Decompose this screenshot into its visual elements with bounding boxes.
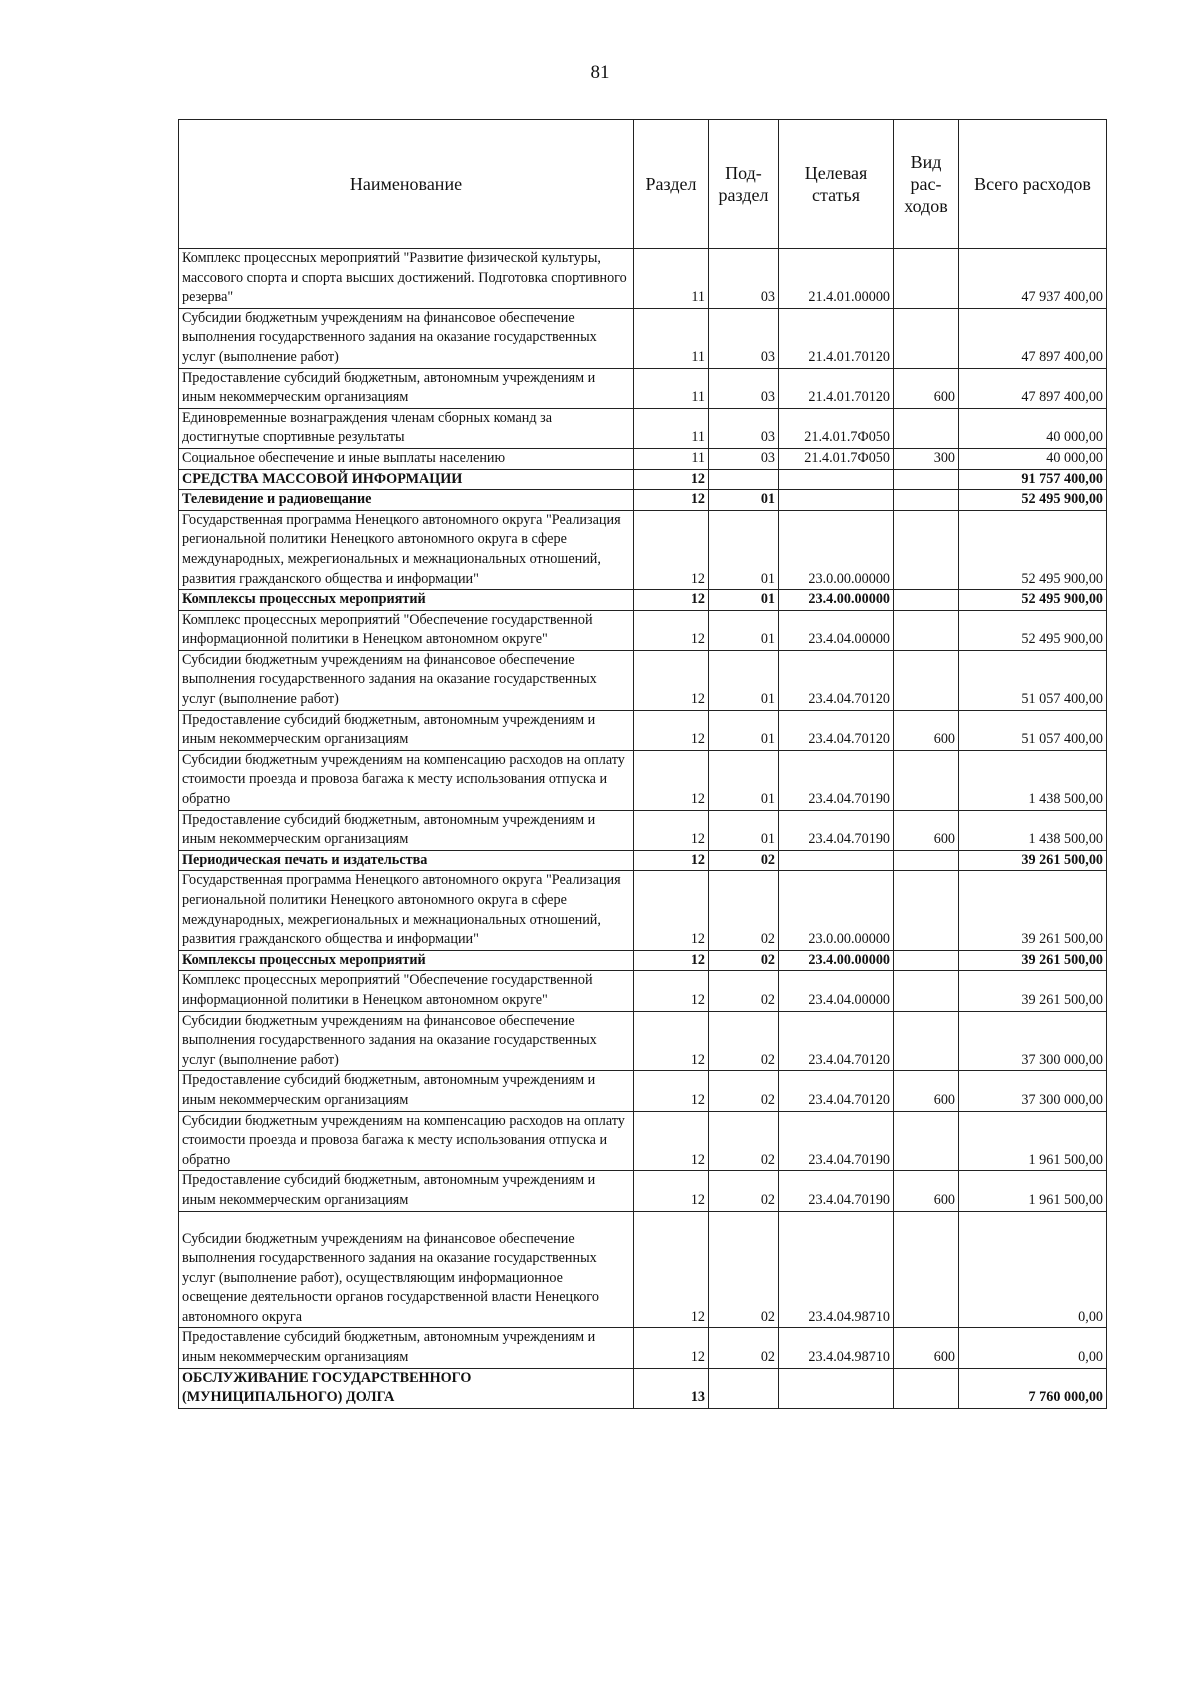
cell-subsection: 02 <box>709 1328 779 1368</box>
cell-target: 23.4.04.70120 <box>779 1011 894 1071</box>
cell-target: 21.4.01.70120 <box>779 308 894 368</box>
cell-target: 23.0.00.00000 <box>779 871 894 950</box>
cell-target <box>779 850 894 871</box>
cell-target: 23.4.04.00000 <box>779 610 894 650</box>
cell-name: Предоставление субсидий бюджетным, автономным учреждениям и иным некоммерческим организациям <box>179 810 634 850</box>
cell-total: 37 300 000,00 <box>959 1071 1107 1111</box>
cell-subsection: 03 <box>709 308 779 368</box>
cell-name: Предоставление субсидий бюджетным, автономным учреждениям и иным некоммерческим организациям <box>179 1171 634 1211</box>
cell-name: Субсидии бюджетным учреждениям на финансовое обеспечение выполнения государственного задания на оказание государственных услуг (выполнение работ), осуществляющим информационное освещение деятельности органов государственной власти Ненецкого автономного округа <box>179 1211 634 1328</box>
page-number: 81 <box>590 62 610 83</box>
cell-name: Комплекс процессных мероприятий "Развитие физической культуры, массового спорта и спорта высших достижений. Подготовка спортивного резерва" <box>179 249 634 309</box>
cell-expense-type <box>894 469 959 490</box>
cell-total: 52 495 900,00 <box>959 590 1107 611</box>
table-header-row <box>179 120 1107 249</box>
cell-target <box>779 469 894 490</box>
cell-section: 12 <box>634 810 709 850</box>
cell-section: 12 <box>634 1211 709 1328</box>
cell-expense-type <box>894 610 959 650</box>
cell-total: 39 261 500,00 <box>959 950 1107 971</box>
cell-target: 21.4.01.7Ф050 <box>779 448 894 469</box>
cell-total: 7 760 000,00 <box>959 1368 1107 1408</box>
cell-name: Комплекс процессных мероприятий "Обеспечение государственной информационной политики в Ненецком автономном округе" <box>179 610 634 650</box>
cell-total: 37 300 000,00 <box>959 1011 1107 1071</box>
cell-target: 23.0.00.00000 <box>779 510 894 589</box>
cell-target: 21.4.01.7Ф050 <box>779 408 894 448</box>
table-row <box>179 510 1107 589</box>
cell-target: 23.4.04.70120 <box>779 1071 894 1111</box>
table-row <box>179 650 1107 710</box>
header-total: Всего расходов <box>959 120 1107 249</box>
cell-expense-type <box>894 408 959 448</box>
cell-target: 23.4.00.00000 <box>779 950 894 971</box>
table-row <box>179 590 1107 611</box>
cell-section: 12 <box>634 469 709 490</box>
table-row <box>179 1211 1107 1328</box>
cell-target: 23.4.04.70190 <box>779 810 894 850</box>
cell-name: СРЕДСТВА МАССОВОЙ ИНФОРМАЦИИ <box>179 469 634 490</box>
cell-total: 52 495 900,00 <box>959 490 1107 511</box>
cell-name: Субсидии бюджетным учреждениям на финансовое обеспечение выполнения государственного задания на оказание государственных услуг (выполнение работ) <box>179 308 634 368</box>
cell-expense-type: 300 <box>894 448 959 469</box>
cell-section: 12 <box>634 1328 709 1368</box>
cell-section: 13 <box>634 1368 709 1408</box>
cell-total: 0,00 <box>959 1328 1107 1368</box>
cell-subsection: 02 <box>709 950 779 971</box>
cell-name: Субсидии бюджетным учреждениям на компенсацию расходов на оплату стоимости проезда и провоза багажа к месту использования отпуска и обратно <box>179 1111 634 1171</box>
cell-subsection: 01 <box>709 810 779 850</box>
cell-expense-type <box>894 1211 959 1328</box>
cell-name: Социальное обеспечение и иные выплаты населению <box>179 448 634 469</box>
cell-name: Предоставление субсидий бюджетным, автономным учреждениям и иным некоммерческим организациям <box>179 1071 634 1111</box>
cell-total: 52 495 900,00 <box>959 610 1107 650</box>
cell-section: 12 <box>634 710 709 750</box>
cell-subsection: 02 <box>709 850 779 871</box>
table-row <box>179 308 1107 368</box>
cell-total: 47 897 400,00 <box>959 368 1107 408</box>
cell-subsection: 03 <box>709 249 779 309</box>
table-row <box>179 249 1107 309</box>
cell-total: 47 937 400,00 <box>959 249 1107 309</box>
cell-subsection: 02 <box>709 871 779 950</box>
cell-name: Субсидии бюджетным учреждениям на финансовое обеспечение выполнения государственного задания на оказание государственных услуг (выполнение работ) <box>179 1011 634 1071</box>
cell-subsection: 02 <box>709 1071 779 1111</box>
cell-total: 39 261 500,00 <box>959 971 1107 1011</box>
cell-name: Предоставление субсидий бюджетным, автономным учреждениям и иным некоммерческим организациям <box>179 710 634 750</box>
header-target: Целевая статья <box>779 120 894 249</box>
cell-total: 1 438 500,00 <box>959 750 1107 810</box>
cell-expense-type <box>894 750 959 810</box>
cell-subsection <box>709 469 779 490</box>
table-row <box>179 850 1107 871</box>
cell-section: 12 <box>634 850 709 871</box>
cell-section: 12 <box>634 490 709 511</box>
cell-expense-type: 600 <box>894 710 959 750</box>
cell-section: 12 <box>634 610 709 650</box>
cell-expense-type: 600 <box>894 1071 959 1111</box>
cell-expense-type: 600 <box>894 1171 959 1211</box>
cell-section: 12 <box>634 650 709 710</box>
table-row <box>179 810 1107 850</box>
cell-subsection: 02 <box>709 1111 779 1171</box>
table-row <box>179 1111 1107 1171</box>
table-row <box>179 1368 1107 1408</box>
cell-name: Периодическая печать и издательства <box>179 850 634 871</box>
cell-name: Предоставление субсидий бюджетным, автономным учреждениям и иным некоммерческим организациям <box>179 368 634 408</box>
cell-target: 23.4.00.00000 <box>779 590 894 611</box>
cell-section: 12 <box>634 1011 709 1071</box>
cell-name: Субсидии бюджетным учреждениям на финансовое обеспечение выполнения государственного задания на оказание государственных услуг (выполнение работ) <box>179 650 634 710</box>
cell-target: 23.4.04.98710 <box>779 1328 894 1368</box>
header-subsection: Под-раздел <box>709 120 779 249</box>
cell-name: Государственная программа Ненецкого автономного округа "Реализация региональной политики Ненецкого автономного округа в сфере международных, межрегиональных и межнациональных отношений, развития гражданского общества и информации" <box>179 510 634 589</box>
cell-name: Телевидение и радиовещание <box>179 490 634 511</box>
cell-total: 52 495 900,00 <box>959 510 1107 589</box>
cell-total: 47 897 400,00 <box>959 308 1107 368</box>
cell-target <box>779 1368 894 1408</box>
cell-section: 11 <box>634 408 709 448</box>
cell-name: Комплексы процессных мероприятий <box>179 590 634 611</box>
cell-total: 39 261 500,00 <box>959 850 1107 871</box>
cell-section: 12 <box>634 1071 709 1111</box>
cell-subsection: 01 <box>709 610 779 650</box>
cell-name: ОБСЛУЖИВАНИЕ ГОСУДАРСТВЕННОГО (МУНИЦИПАЛЬНОГО) ДОЛГА <box>179 1368 634 1408</box>
table-row <box>179 1011 1107 1071</box>
cell-target: 23.4.04.70120 <box>779 650 894 710</box>
cell-expense-type <box>894 1368 959 1408</box>
table-row <box>179 1328 1107 1368</box>
cell-expense-type: 600 <box>894 810 959 850</box>
cell-subsection: 01 <box>709 510 779 589</box>
cell-name: Комплекс процессных мероприятий "Обеспечение государственной информационной политики в Ненецком автономном округе" <box>179 971 634 1011</box>
cell-name: Субсидии бюджетным учреждениям на компенсацию расходов на оплату стоимости проезда и провоза багажа к месту использования отпуска и обратно <box>179 750 634 810</box>
cell-section: 11 <box>634 249 709 309</box>
cell-expense-type <box>894 650 959 710</box>
cell-expense-type <box>894 971 959 1011</box>
cell-section: 12 <box>634 510 709 589</box>
cell-expense-type <box>894 490 959 511</box>
cell-expense-type <box>894 590 959 611</box>
cell-expense-type <box>894 1011 959 1071</box>
cell-total: 0,00 <box>959 1211 1107 1328</box>
table-row <box>179 368 1107 408</box>
cell-target: 21.4.01.00000 <box>779 249 894 309</box>
cell-total: 1 961 500,00 <box>959 1111 1107 1171</box>
cell-total: 1 438 500,00 <box>959 810 1107 850</box>
cell-subsection: 02 <box>709 971 779 1011</box>
cell-expense-type: 600 <box>894 1328 959 1368</box>
cell-expense-type <box>894 249 959 309</box>
cell-subsection: 03 <box>709 368 779 408</box>
cell-expense-type <box>894 850 959 871</box>
table-row <box>179 750 1107 810</box>
table-row <box>179 971 1107 1011</box>
budget-table <box>178 119 1107 1409</box>
table-row <box>179 448 1107 469</box>
cell-section: 11 <box>634 448 709 469</box>
cell-section: 12 <box>634 1171 709 1211</box>
cell-target: 23.4.04.00000 <box>779 971 894 1011</box>
cell-target <box>779 490 894 511</box>
cell-name: Предоставление субсидий бюджетным, автономным учреждениям и иным некоммерческим организациям <box>179 1328 634 1368</box>
cell-name: Комплексы процессных мероприятий <box>179 950 634 971</box>
cell-target: 23.4.04.70190 <box>779 1111 894 1171</box>
cell-section: 11 <box>634 308 709 368</box>
table-row <box>179 871 1107 950</box>
table-row <box>179 710 1107 750</box>
header-expense-type: Вид рас-ходов <box>894 120 959 249</box>
cell-subsection: 01 <box>709 590 779 611</box>
cell-subsection: 01 <box>709 750 779 810</box>
table-row <box>179 408 1107 448</box>
cell-expense-type <box>894 308 959 368</box>
cell-expense-type: 600 <box>894 368 959 408</box>
cell-name: Государственная программа Ненецкого автономного округа "Реализация региональной политики Ненецкого автономного округа в сфере международных, межрегиональных и межнациональных отношений, развития гражданского общества и информации" <box>179 871 634 950</box>
cell-target: 23.4.04.98710 <box>779 1211 894 1328</box>
cell-target: 21.4.01.70120 <box>779 368 894 408</box>
cell-subsection: 02 <box>709 1211 779 1328</box>
table-row <box>179 1171 1107 1211</box>
cell-section: 12 <box>634 950 709 971</box>
cell-section: 12 <box>634 590 709 611</box>
cell-total: 91 757 400,00 <box>959 469 1107 490</box>
cell-section: 12 <box>634 871 709 950</box>
cell-subsection: 02 <box>709 1171 779 1211</box>
cell-name: Единовременные вознаграждения членам сборных команд за достигнутые спортивные результаты <box>179 408 634 448</box>
cell-total: 51 057 400,00 <box>959 650 1107 710</box>
table-row <box>179 610 1107 650</box>
cell-total: 40 000,00 <box>959 448 1107 469</box>
header-name: Наименование <box>179 120 634 249</box>
table-row <box>179 490 1107 511</box>
cell-total: 39 261 500,00 <box>959 871 1107 950</box>
table-row <box>179 950 1107 971</box>
cell-target: 23.4.04.70190 <box>779 750 894 810</box>
cell-subsection: 03 <box>709 408 779 448</box>
cell-section: 12 <box>634 971 709 1011</box>
cell-total: 1 961 500,00 <box>959 1171 1107 1211</box>
header-section: Раздел <box>634 120 709 249</box>
cell-section: 12 <box>634 750 709 810</box>
table-row <box>179 1071 1107 1111</box>
cell-total: 40 000,00 <box>959 408 1107 448</box>
cell-expense-type <box>894 950 959 971</box>
cell-subsection: 01 <box>709 490 779 511</box>
cell-subsection: 01 <box>709 710 779 750</box>
cell-target: 23.4.04.70190 <box>779 1171 894 1211</box>
cell-expense-type <box>894 1111 959 1171</box>
cell-section: 12 <box>634 1111 709 1171</box>
cell-target: 23.4.04.70120 <box>779 710 894 750</box>
cell-subsection: 01 <box>709 650 779 710</box>
cell-expense-type <box>894 871 959 950</box>
table-row <box>179 469 1107 490</box>
cell-total: 51 057 400,00 <box>959 710 1107 750</box>
cell-expense-type <box>894 510 959 589</box>
cell-subsection <box>709 1368 779 1408</box>
cell-subsection: 02 <box>709 1011 779 1071</box>
cell-subsection: 03 <box>709 448 779 469</box>
cell-section: 11 <box>634 368 709 408</box>
